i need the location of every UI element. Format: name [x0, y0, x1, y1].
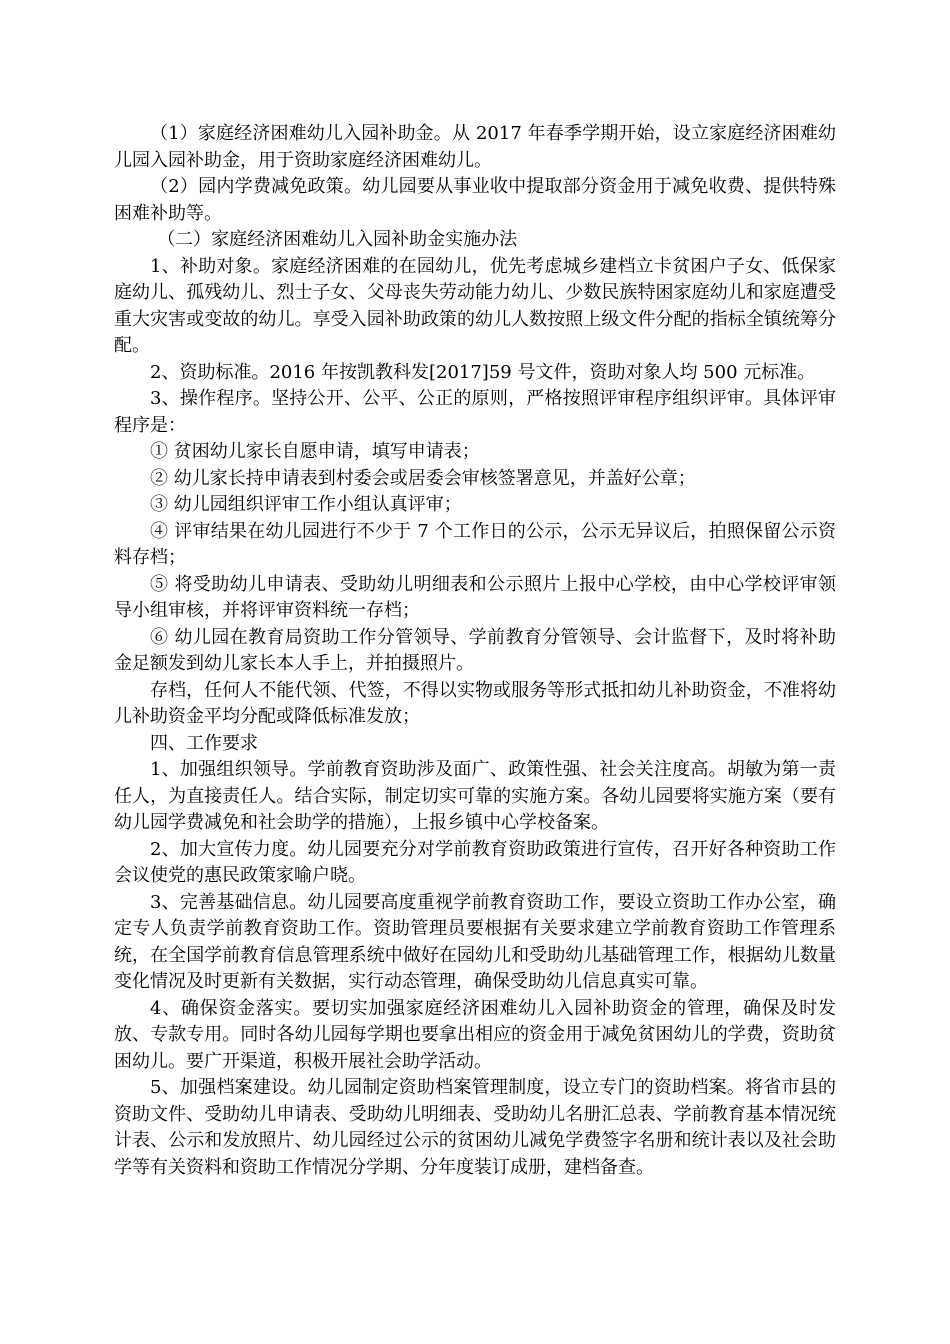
requirement-basic-info: 3、完善基础信息。幼儿园要高度重视学前教育资助工作，要设立资助工作办公室，确定专人负责学前教育资助工作。资助管理员要根据有关要求建立学前教育资助工作管理系统，在全国学前教育信息管理系统中做好在园幼儿和受助幼儿基础管理工作，根据幼儿数量变化情况及时更新有关数据，实行动态管理，确保受助幼儿信息真实可靠。: [114, 891, 836, 992]
procedure-step-1: ① 贫困幼儿家长自愿申请，填写申请表；: [150, 441, 480, 462]
paragraph-archive-rules: 存档，任何人不能代领、代签，不得以实物或服务等形式抵扣幼儿补助资金，不准将幼儿补助资金平均分配或降低标准发放；: [114, 679, 836, 727]
requirement-archives: 5、加强档案建设。幼儿园制定资助档案管理制度，设立专门的资助档案。将省市县的资助文件、受助幼儿申请表、受助幼儿明细表、受助幼儿名册汇总表、学前教育基本情况统计表、公示和发放照片、幼儿园经过公示的贫困幼儿减免学费签字名册和统计表以及社会助学等有关资料和资助工作情况分学期、分年度装订成册，建档备查。: [114, 1077, 836, 1178]
requirement-leadership: 1、加强组织领导。学前教育资助涉及面广、政策性强、社会关注度高。胡敏为第一责任人，为直接责任人。结合实际，制定切实可靠的实施方案。各幼儿园要将实施方案（要有幼儿园学费减免和社会助学的措施），上报乡镇中心学校备案。: [114, 759, 836, 833]
paragraph-procedure: 3、操作程序。坚持公开、公平、公正的原则，严格按照评审程序组织评审。具体评审程序是：: [114, 388, 836, 436]
procedure-step-4: ④ 评审结果在幼儿园进行不少于 7 个工作日的公示，公示无异议后，拍照保留公示资料存档；: [114, 520, 836, 568]
section-heading-work-requirements: 四、工作要求: [150, 732, 258, 754]
procedure-step-6: ⑥ 幼儿园在教育局资助工作分管领导、学前教育分管领导、会计监督下，及时将补助金足额发到幼儿家长本人手上，并拍摄照片。: [114, 626, 836, 674]
paragraph-subsidy-fund: （1）家庭经济困难幼儿入园补助金。从 2017 年春季学期开始，设立家庭经济困难幼儿园入园补助金，用于资助家庭经济困难幼儿。: [114, 123, 836, 171]
requirement-publicity: 2、加大宣传力度。幼儿园要充分对学前教育资助政策进行宣传，召开好各种资助工作会议使党的惠民政策家喻户晓。: [114, 838, 836, 886]
procedure-step-5: ⑤ 将受助幼儿申请表、受助幼儿明细表和公示照片上报中心学校，由中心学校评审领导小组审核，并将评审资料统一存档；: [114, 573, 836, 621]
section-heading-implementation: （二）家庭经济困难幼儿入园补助金实施办法: [157, 229, 518, 250]
paragraph-fee-reduction: （2）园内学费减免政策。幼儿园要从事业收中提取部分资金用于减免收费、提供特殊困难补助等。: [114, 176, 836, 224]
procedure-step-2: ② 幼儿家长持申请表到村委会或居委会审核签署意见，并盖好公章；: [150, 467, 696, 489]
paragraph-subsidy-standard: 2、资助标准。2016 年按凯教科发[2017]59 号文件，资助对象人均 500 元标准。: [150, 361, 816, 383]
procedure-step-3: ③ 幼儿园组织评审工作小组认真评审；: [150, 494, 462, 515]
paragraph-subsidy-targets: 1、补助对象。家庭经济困难的在园幼儿，优先考虑城乡建档立卡贫困户子女、低保家庭幼儿、孤残幼儿、烈士子女、父母丧失劳动能力幼儿、少数民族特困家庭幼儿和家庭遭受重大灾害或变故的幼儿。享受入园补助政策的幼儿人数按照上级文件分配的指标全镇统筹分配。: [114, 255, 836, 356]
requirement-funds: 4、确保资金落实。要切实加强家庭经济困难幼儿入园补助资金的管理，确保及时发放、专款专用。同时各幼儿园每学期也要拿出相应的资金用于减免贫困幼儿的学费，资助贫困幼儿。要广开渠道，积极开展社会助学活动。: [114, 997, 836, 1072]
